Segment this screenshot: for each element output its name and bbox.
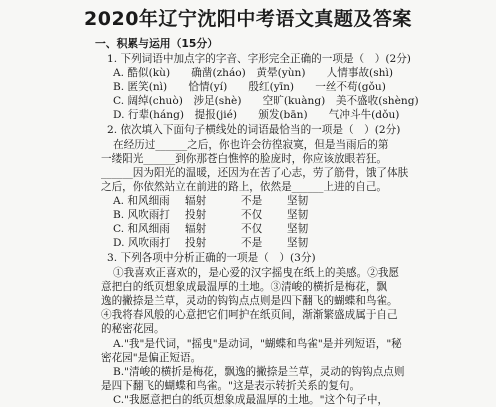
- q1-option-d: D. 行辈(háng) 提报(jié) 颁发(bān) 气冲斗牛(dǒu): [113, 109, 400, 121]
- q1-option-a: A. 酷似(kù) 确凿(zháo) 黄晕(yùn) 人情事故(shì): [113, 67, 393, 79]
- q3-passage-line: ①我喜欢正喜欢的，是心爱的汉字摇曳在纸上的美感。②我愿: [113, 267, 400, 279]
- q2-passage-line: 在经历过______之后，你也许会彷徨寂寞，但是当雨后的第: [113, 139, 389, 151]
- q2-option-a: A. 和风细雨 辐射 不是 坚韧: [113, 195, 309, 207]
- q3-passage-line: ④我将春风般的心意把它们呵护在纸页间，渐渐繁盛成属于自己: [101, 309, 398, 321]
- q3-option-a: A."我"是代词，"摇曳"是动词，"蝴蝶和鸟雀"是并列短语，"秘: [113, 338, 402, 350]
- q2-option-b: B. 风吹雨打 投射 不仅 坚韧: [113, 209, 309, 221]
- q2-option-c: C. 和风细雨 辐射 不仅 坚韧: [113, 223, 309, 235]
- q3-option-c: C."我愿意把白的纸页想象成最温厚的土地。"这个句子中，: [113, 394, 389, 406]
- q1-option-b: B. 匿笑(nì) 恰情(yí) 殷红(yīn) 一丝不苟(gǒu): [113, 81, 386, 93]
- q2-option-d: D. 风吹雨打 投射 不是 坚韧: [113, 237, 309, 249]
- q1-option-c: C. 阔绰(chuò) 涉足(shè) 空旷(kuàng) 美不盛收(shèng): [113, 95, 419, 107]
- q3-option-a-cont: 密花园"是偏正短语。: [101, 352, 202, 364]
- section-heading: 一、积累与运用（15分）: [95, 37, 218, 50]
- q3-passage-line: 意把白的纸页想象成最温厚的土地。③清峻的横折是梅花，飘: [101, 281, 388, 293]
- q2-passage-line: 一缕阳光______到你那苍白憔悴的脸庞时，你应该放眼若狂。: [101, 153, 388, 165]
- q3-passage-line: 的秘密花园。: [101, 323, 165, 335]
- q3-stem: 3. 下列各项中分析正确的一项是（ ）(3分): [107, 252, 316, 264]
- q1-stem: 1. 下列词语中加点字的字音、字形完全正确的一项是（ ）(2分): [107, 53, 411, 65]
- q2-stem: 2. 依次填入下面句子横线处的词语最恰当的一项是（ ）(2分): [107, 124, 401, 136]
- q3-option-b: B."清峻的横折是梅花，飘逸的撇捺是兰草，灵动的钩钩点点则: [113, 366, 405, 378]
- q3-passage-line: 逸的撇捺是兰草，灵动的钩钩点点则是四下翻飞的蝴蝶和鸟雀。: [101, 295, 398, 307]
- document-title: 2020年辽宁沈阳中考语文真题及答案: [84, 8, 412, 30]
- q2-passage-line: 之后，你依然站立在前进的路上，依然是______上进的自己。: [101, 181, 388, 193]
- q3-option-b-cont: 是四下翻飞的蝴蝶和鸟雀。"这是表示转折关系的复句。: [101, 380, 361, 392]
- q2-passage-line: ______因为阳光的温暖，还因为在苦了心志，劳了筋骨，饿了体肤: [101, 167, 409, 179]
